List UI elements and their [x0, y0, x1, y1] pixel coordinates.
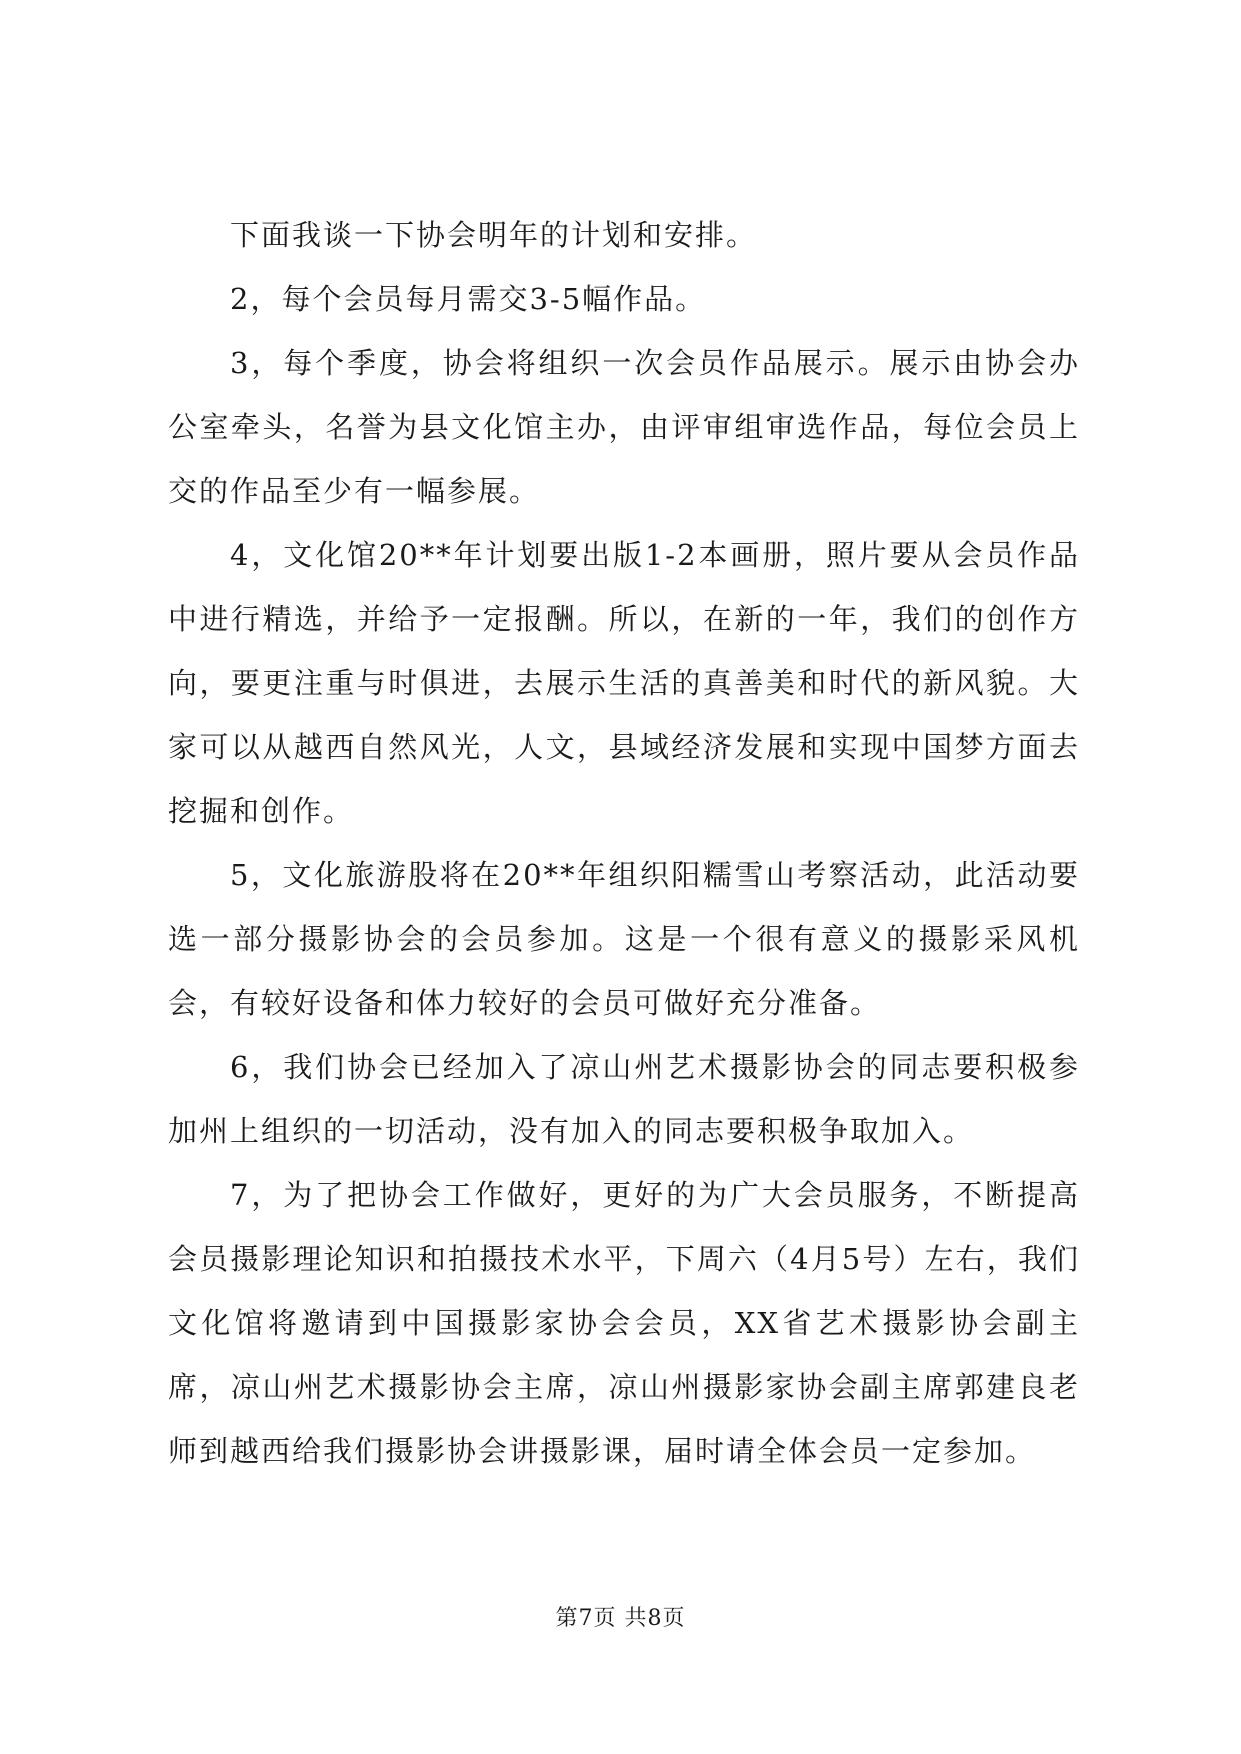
- paragraph-intro: 下面我谈一下协会明年的计划和安排。: [230, 218, 758, 252]
- paragraph-item-3: 3，每个季度，协会将组织一次会员作品展示。展示由协会办公室牵头，名誉为县文化馆主办，由评审组审选作品，每位会员上交的作品至少有一幅参展。: [168, 346, 1080, 508]
- paragraph-item-5: 5，文化旅游股将在20**年组织阳糯雪山考察活动，此活动要选一部分摄影协会的会员参加。这是一个很有意义的摄影采风机会，有较好设备和体力较好的会员可做好充分准备。: [168, 858, 1080, 1020]
- document-body: [168, 203, 1080, 1483]
- page-number-footer: 第7页 共8页: [555, 1606, 686, 1631]
- paragraph-item-2: 2，每个会员每月需交3-5幅作品。: [230, 282, 707, 316]
- paragraph-item-6: 6，我们协会已经加入了凉山州艺术摄影协会的同志要积极参加州上组织的一切活动，没有加入的同志要积极争取加入。: [168, 1050, 1080, 1148]
- paragraph-item-7: 7，为了把协会工作做好，更好的为广大会员服务，不断提高会员摄影理论知识和拍摄技术水平，下周六（4月5号）左右，我们文化馆将邀请到中国摄影家协会会员，XX省艺术摄影协会副主席，凉山州艺术摄影协会主席，凉山州摄影家协会副主席郭建良老师到越西给我们摄影协会讲摄影课，届时请全体会员一定参加。: [168, 1178, 1080, 1468]
- paragraph-item-4: 4，文化馆20**年计划要出版1-2本画册，照片要从会员作品中进行精选，并给予一定报酬。所以，在新的一年，我们的创作方向，要更注重与时俱进，去展示生活的真善美和时代的新风貌。大家可以从越西自然风光，人文，县域经济发展和实现中国梦方面去挖掘和创作。: [168, 538, 1080, 828]
